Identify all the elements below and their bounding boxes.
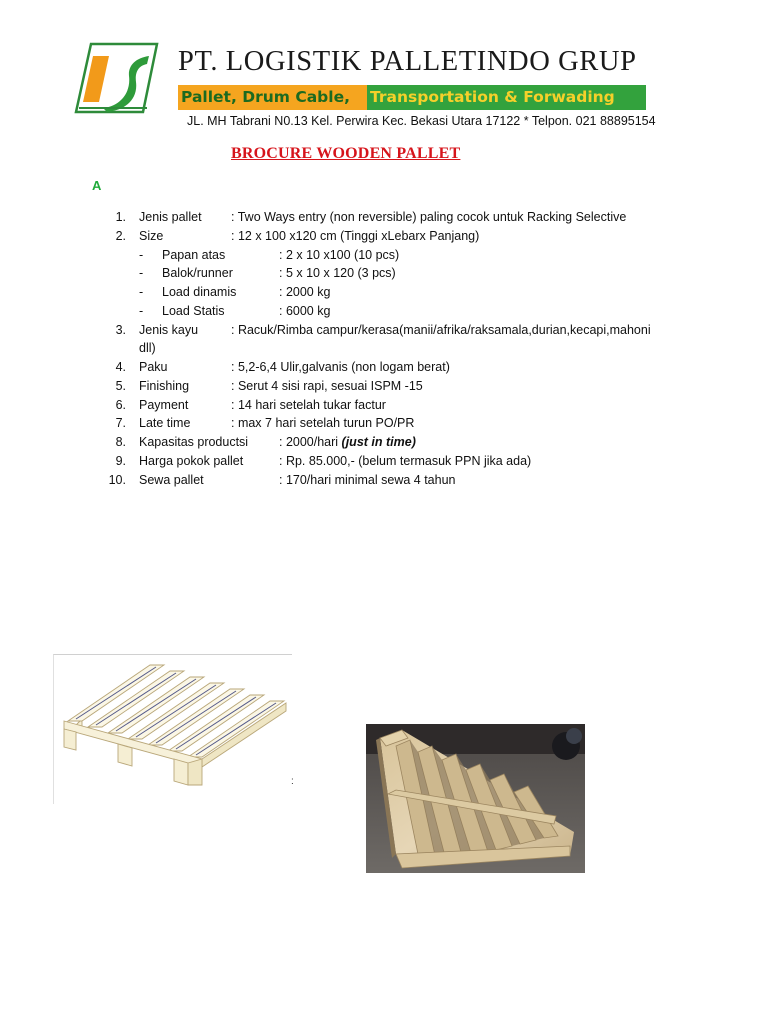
spec-label: Sewa pallet [139,473,204,487]
document-title: BROCURE WOODEN PALLET [231,145,461,162]
spec-value: : max 7 hari setelah turun PO/PR [231,416,415,430]
spec-label: Balok/runner [162,266,233,280]
spec-dash: - [139,266,144,280]
wooden-pallet-photo [366,724,585,873]
spec-value [279,434,416,450]
spec-number: 3. [115,323,126,337]
spec-number: 5. [115,379,126,393]
spec-label: Finishing [139,379,190,393]
spec-label: Paku [139,360,168,374]
spec-value: : 170/hari minimal sewa 4 tahun [279,473,456,487]
spec-value: : 5,2-6,4 Ulir,galvanis (non logam berat) [231,360,450,374]
spec-label: Load dinamis [162,285,237,299]
spec-label: Papan atas [162,248,226,262]
spec-number: 2. [115,229,126,243]
spec-value: : 5 x 10 x 120 (3 pcs) [279,266,396,280]
spec-value: : 14 hari setelah tukar factur [231,398,386,412]
banner-services-part2: Transportation & Forwading [367,85,646,110]
spec-label: Jenis pallet [139,210,202,224]
spec-number: 7. [115,416,126,430]
spec-value: : Racuk/Rimba campur/kerasa(manii/afrika/raksamala,durian,kecapi,mahoni [231,323,651,337]
pallet-photo-icon [366,724,585,873]
banner-services-part1: Pallet, Drum Cable, [178,85,367,110]
spec-value: : Rp. 85.000,- (belum termasuk PPN jika ada) [279,454,532,468]
spec-number: 4. [115,360,126,374]
stray-colon-mark: : [291,776,294,787]
spec-value: : 12 x 100 x120 cm (Tinggi xLebarx Panjang) [231,229,480,243]
spec-value: : Serut 4 sisi rapi, sesuai ISPM -15 [231,379,423,393]
company-name: PT. LOGISTIK PALLETINDO GRUP [178,46,637,77]
spec-value-continuation: dll) [139,341,156,355]
company-address: JL. MH Tabrani N0.13 Kel. Perwira Kec. Bekasi Utara 17122 * Telpon. 021 88895154 [187,114,656,128]
spec-value: : Two Ways entry (non reversible) paling cocok untuk Racking Selective [231,210,627,224]
spec-dash: - [139,304,144,318]
company-logo [73,42,159,116]
pallet-line-drawing [53,654,292,804]
spec-number: 10. [108,473,126,487]
spec-label: Late time [139,416,191,430]
spec-number: 9. [115,454,126,468]
spec-label: Payment [139,398,189,412]
spec-value-emphasis: (just in time) [341,435,416,449]
spec-value: : 2000 kg [279,285,331,299]
spec-label: Load Statis [162,304,225,318]
stylized-L-logo-icon [73,42,159,116]
spec-number: 6. [115,398,126,412]
spec-label: Size [139,229,164,243]
pallet-drawing-icon [54,655,292,804]
spec-label: Kapasitas productsi [139,435,249,449]
spec-dash: - [139,248,144,262]
services-banner [178,85,646,110]
spec-dash: - [139,285,144,299]
spec-value: : 2 x 10 x100 (10 pcs) [279,248,400,262]
spec-label: Jenis kayu [139,323,199,337]
spec-value-text: : 2000/hari [279,435,342,449]
spec-label: Harga pokok pallet [139,454,244,468]
spec-value: : 6000 kg [279,304,331,318]
section-letter: A [92,178,102,193]
spec-number: 8. [115,435,126,449]
spec-number: 1. [115,210,126,224]
